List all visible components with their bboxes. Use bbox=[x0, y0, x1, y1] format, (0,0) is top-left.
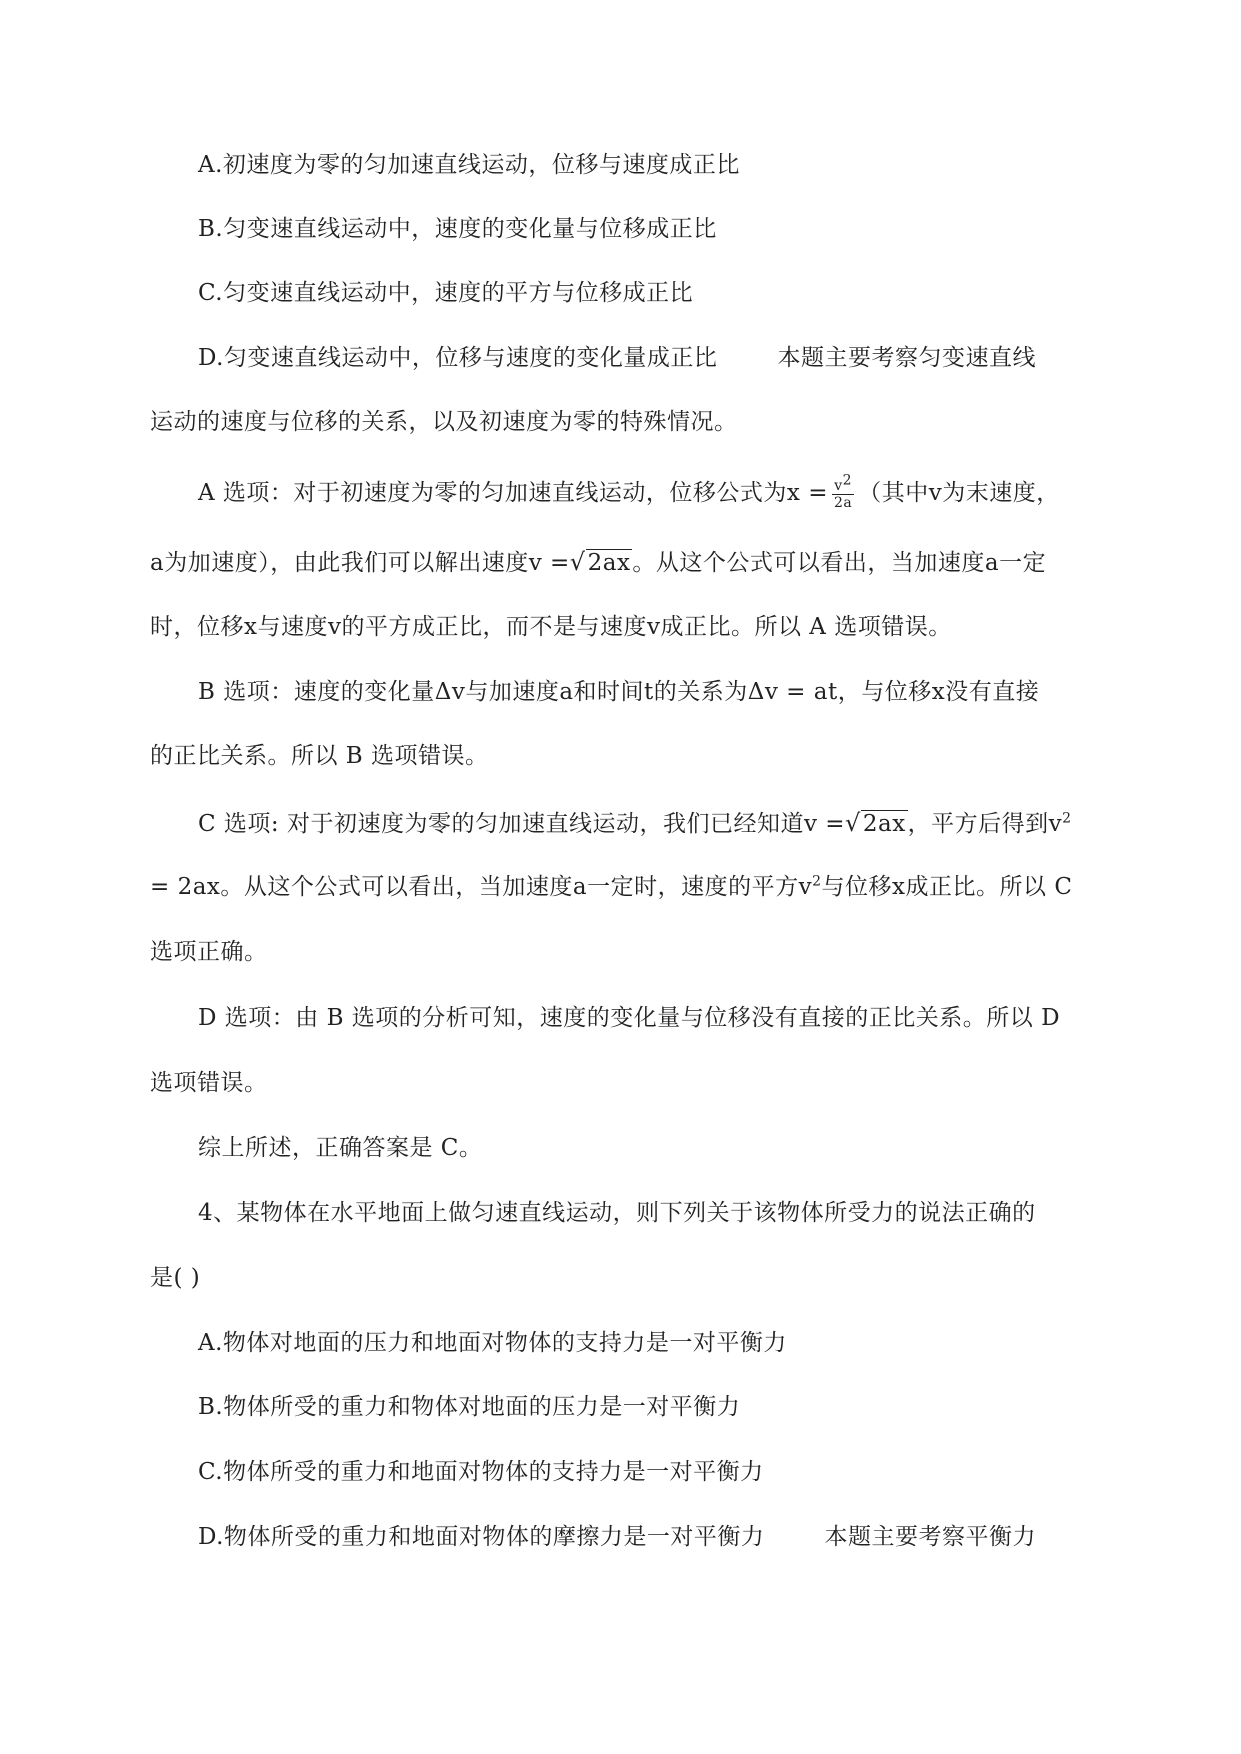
q3-a-line2-tail: 。从这个公式可以看出，当加速度a一定 bbox=[632, 550, 1047, 576]
q4-option-a: A.物体对地面的压力和地面对物体的支持力是一对平衡力 bbox=[198, 1330, 787, 1356]
q3-option-d: D.匀变速直线运动中，位移与速度的变化量成正比 bbox=[198, 345, 718, 371]
q3-c-line2-text: = 2ax。从这个公式可以看出，当加速度a一定时，速度的平方v bbox=[150, 874, 813, 900]
q3-a-line1-tail: （其中v为末速度， bbox=[858, 480, 1060, 506]
q3-c-explanation-line1 bbox=[198, 806, 1072, 841]
q3-c-line1-text: C 选项: 对于初速度为零的匀加速直线运动，我们已经知道v = bbox=[198, 811, 846, 837]
fraction-numerator: v bbox=[834, 477, 843, 494]
q3-option-b: B.匀变速直线运动中，速度的变化量与位移成正比 bbox=[198, 216, 717, 242]
q4-analysis-intro: 本题主要考察平衡力 bbox=[824, 1524, 1036, 1550]
numerator-exponent: 2 bbox=[842, 471, 853, 488]
q3-c-explanation-line3: 选项正确。 bbox=[150, 939, 268, 965]
q3-a-explanation-line2 bbox=[150, 545, 1046, 580]
q3-d-explanation-line2: 选项错误。 bbox=[150, 1070, 268, 1096]
q3-a-explanation-line1 bbox=[198, 471, 1060, 511]
q3-option-c: C.匀变速直线运动中，速度的平方与位移成正比 bbox=[198, 280, 694, 306]
q3-a-line1-text: A 选项：对于初速度为零的匀加速直线运动，位移公式为x = bbox=[198, 480, 828, 506]
q3-option-d-line bbox=[198, 341, 1036, 375]
q3-a-line2-text: a为加速度），由此我们可以解出速度v = bbox=[150, 550, 570, 576]
q3-d-explanation-line1: D 选项：由 B 选项的分析可知，速度的变化量与位移没有直接的正比关系。所以 D bbox=[198, 1005, 1061, 1031]
q4-stem-line2: 是( ) bbox=[150, 1265, 201, 1291]
q4-option-b: B.物体所受的重力和物体对地面的压力是一对平衡力 bbox=[198, 1394, 741, 1420]
q4-stem-line1: 4、某物体在水平地面上做匀速直线运动，则下列关于该物体所受力的说法正确的 bbox=[198, 1200, 1036, 1226]
q3-c-line1-tail: ，平方后得到v bbox=[907, 811, 1063, 837]
q3-a-explanation-line3: 时，位移x与速度v的平方成正比，而不是与速度v成正比。所以 A 选项错误。 bbox=[150, 614, 952, 640]
q3-b-explanation-line1: B 选项：速度的变化量Δv与加速度a和时间t的关系为Δv = at，与位移x没有直接 bbox=[198, 679, 1040, 705]
q3-summary: 综上所述，正确答案是 C。 bbox=[198, 1135, 483, 1161]
q4-option-d: D.物体所受的重力和地面对物体的摩擦力是一对平衡力 bbox=[198, 1524, 765, 1550]
q3-option-a: A.初速度为零的匀加速直线运动，位移与速度成正比 bbox=[198, 152, 740, 178]
q3-analysis-intro-2: 运动的速度与位移的关系，以及初速度为零的特殊情况。 bbox=[150, 409, 738, 435]
fraction-denominator: 2a bbox=[833, 494, 853, 511]
q3-c-line2-exponent: 2 bbox=[812, 873, 822, 890]
sqrt-radicand: 2ax bbox=[862, 811, 906, 837]
q3-c-exponent: 2 bbox=[1062, 810, 1072, 827]
q3-a-sqrt-expression: √2ax bbox=[569, 548, 631, 576]
sqrt-radicand: 2ax bbox=[587, 550, 631, 576]
q3-a-formula-fraction bbox=[832, 471, 854, 511]
q4-option-d-line bbox=[198, 1520, 1036, 1554]
q3-c-explanation-line2 bbox=[150, 870, 1072, 904]
q3-c-sqrt-expression: √2ax bbox=[845, 809, 906, 837]
q4-option-c: C.物体所受的重力和地面对物体的支持力是一对平衡力 bbox=[198, 1459, 764, 1485]
q3-c-line2-tail: 与位移x成正比。所以 C bbox=[821, 874, 1073, 900]
q3-analysis-intro-1: 本题主要考察匀变速直线 bbox=[777, 345, 1036, 371]
q3-b-explanation-line2: 的正比关系。所以 B 选项错误。 bbox=[150, 743, 489, 769]
